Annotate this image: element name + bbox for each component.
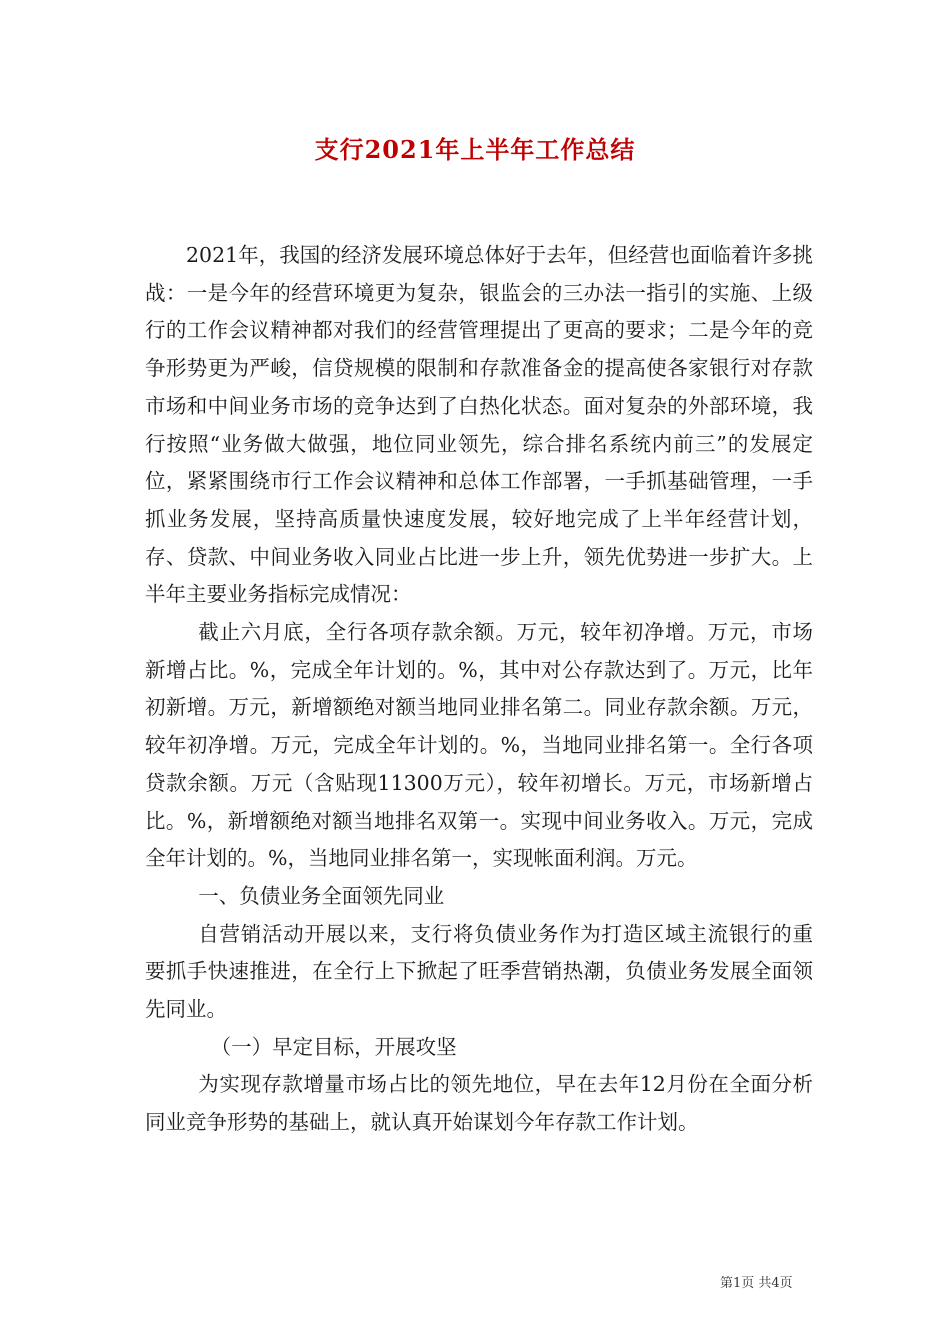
section-heading-liability: 一、负债业务全面领先同业: [198, 883, 445, 908]
document-body: [145, 237, 813, 1142]
subsection-heading-targets: （一）早定目标，开展攻坚: [210, 1034, 457, 1059]
liability-paragraph: 自营销活动开展以来，支行将负债业务作为打造区域主流银行的重要抓手快速推进，在全行上下掀起了旺季营销热潮，负债业务发展全面领先同业。: [145, 921, 813, 1022]
targets-paragraph: 为实现存款增量市场占比的领先地位，早在去年12月份在全面分析同业竞争形势的基础上，就认真开始谋划今年存款工作计划。: [145, 1072, 813, 1135]
page-number-footer: 第1页 共4页: [720, 1276, 793, 1291]
indicators-paragraph: 截止六月底，全行各项存款余额。万元，较年初净增。万元，市场新增占比。%，完成全年计划的。%，其中对公存款达到了。万元，比年初新增。万元，新增额绝对额当地同业排名第二。同业存款余额。万元，较年初净增。万元，完成全年计划的。%，当地同业排名第一。全行各项贷款余额。万元（含贴现11300万元），较年初增长。万元，市场新增占比。%，新增额绝对额当地排名双第一。实现中间业务收入。万元，完成全年计划的。%，当地同业排名第一，实现帐面利润。万元。: [145, 620, 813, 871]
intro-paragraph: 2021年，我国的经济发展环境总体好于去年，但经营也面临着许多挑战：一是今年的经营环境更为复杂，银监会的三办法一指引的实施、上级行的工作会议精神都对我们的经营管理提出了更高的要求；二是今年的竞争形势更为严峻，信贷规模的限制和存款准备金的提高使各家银行对存款市场和中间业务市场的竞争达到了白热化状态。面对复杂的外部环境，我行按照“业务做大做强，地位同业领先，综合排名系统内前三”的发展定位，紧紧围绕市行工作会议精神和总体工作部署，一手抓基础管理，一手抓业务发展，坚持高质量快速度发展，较好地完成了上半年经营计划，存、贷款、中间业务收入同业占比进一步上升，领先优势进一步扩大。上半年主要业务指标完成情况：: [145, 243, 813, 607]
document-title: 支行2021年上半年工作总结: [314, 135, 636, 164]
